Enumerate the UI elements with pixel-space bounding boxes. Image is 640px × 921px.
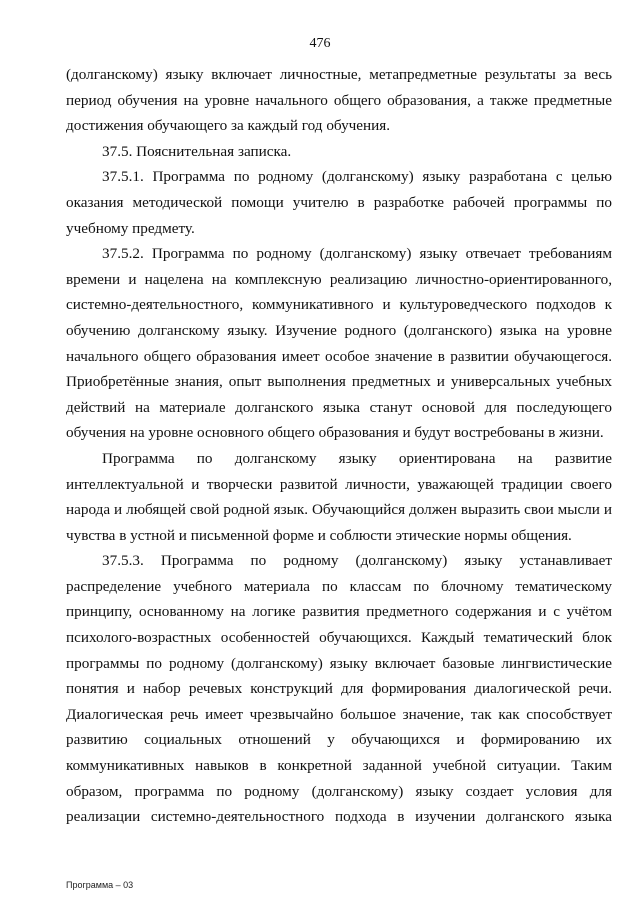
section-heading: 37.5. Пояснительная записка. bbox=[102, 142, 292, 160]
page-footer: Программа – 03 bbox=[66, 880, 134, 890]
paragraph-program-orientation: Программа по долганскому языку ориентирована на развитие интеллектуальной и творчески развитой личности, уважающей традиции своего народа и любящей свой родной язык. Обучающийся должен выразить свои мысли и чувства в устной и письменной форме и соблюсти этические нормы общения. bbox=[66, 449, 612, 544]
paragraph-continuation: (долганскому) языку включает личностные, метапредметные результаты за весь период обучения на уровне начального общего образования, а также предметные достижения обучающего за каждый год обучения. bbox=[66, 66, 612, 135]
paragraph-37-5-1: 37.5.1. Программа по родному (долганскому) языку разработана с целью оказания методической помощи учителю в разработке рабочей программы по учебному предмету. bbox=[66, 168, 612, 237]
document-body bbox=[66, 62, 612, 830]
paragraph-37-5-2: 37.5.2. Программа по родному (долганскому) языку отвечает требованиям времени и нацелена на комплексную реализацию личностно-ориентированного, системно-деятельностного, коммуникативного и культуроведческого подходов к обучению долганскому языку. Изучение родного (долганского) языка на уровне начального общего образования имеет особое значение в развитии обучающегося. Приобретённые знания, опыт выполнения предметных и универсальных учебных действий на материале долганского языка станут основой для последующего обучения на уровне основного общего образования и будут востребованы в жизни. bbox=[66, 245, 612, 442]
page-number: 476 bbox=[309, 36, 331, 51]
paragraph-37-5-3: 37.5.3. Программа по родному (долганскому) языку устанавливает распределение учебного материала по классам по блочному тематическому принципу, основанному на логике развития предметного содержания и с учётом психолого-возрастных особенностей обучающихся. Каждый тематический блок программы по родному (долганскому) языку включает базовые лингвистические понятия и набор речевых конструкций для формирования диалогической речи. Диалогическая речь имеет чрезвычайно большое значение, так как способствует развитию социальных отношений у обучающихся и формированию их коммуникативных навыков в конкретной заданной учебной ситуации. Таким образом, программа по родному (долганскому) языку создает условия для реализации системно-деятельностного подхода в изучении долганского языка bbox=[66, 552, 612, 826]
